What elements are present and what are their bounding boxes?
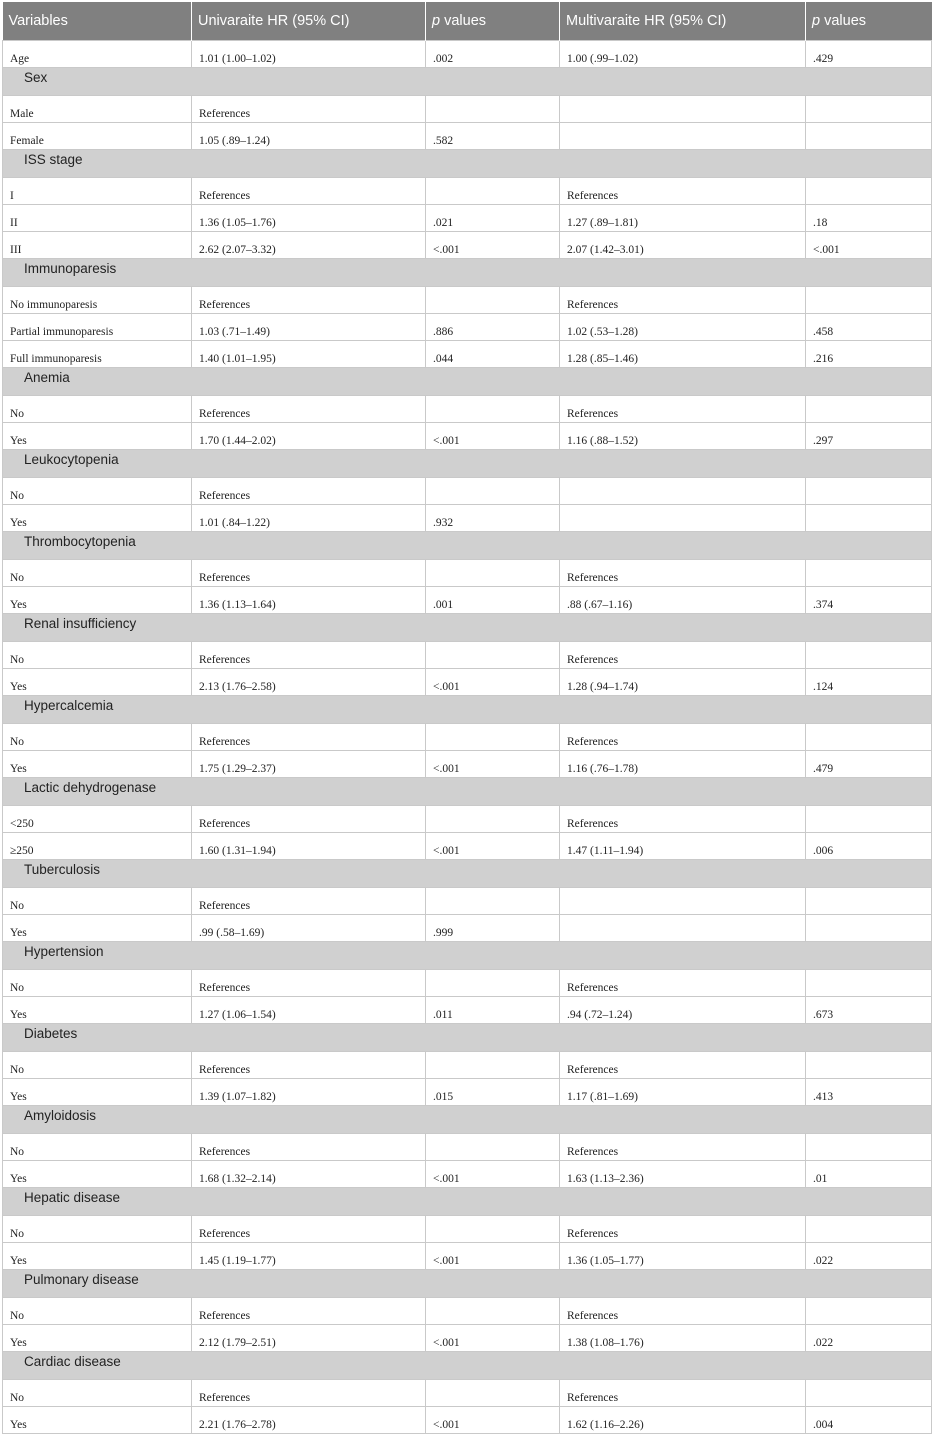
table-row <box>3 1079 932 1106</box>
header-multivariate-hr: Multivaraite HR (95% CI) <box>560 2 806 41</box>
variable-cell: No <box>3 1052 192 1079</box>
multivariate-p-cell <box>806 123 932 150</box>
multivariate-p-cell: .458 <box>806 314 932 341</box>
group-header-row <box>3 532 932 560</box>
multivariate-p-cell <box>806 1134 932 1161</box>
group-label: Hypercalcemia <box>3 696 932 724</box>
multivariate-p-cell <box>806 560 932 587</box>
univariate-hr-cell: 1.01 (.84–1.22) <box>192 505 426 532</box>
group-label: Amyloidosis <box>3 1106 932 1134</box>
table-body <box>3 41 932 1434</box>
variable-cell: No <box>3 1298 192 1325</box>
table-row <box>3 1052 932 1079</box>
univariate-p-cell: .011 <box>426 997 560 1024</box>
table-row <box>3 833 932 860</box>
table-row <box>3 1298 932 1325</box>
multivariate-hr-cell: References <box>560 287 806 314</box>
univariate-hr-cell: References <box>192 642 426 669</box>
header-univariate-hr: Univaraite HR (95% CI) <box>192 2 426 41</box>
univariate-p-cell: .002 <box>426 41 560 68</box>
univariate-hr-cell: References <box>192 478 426 505</box>
multivariate-hr-cell: 1.28 (.94–1.74) <box>560 669 806 696</box>
univariate-hr-cell: References <box>192 396 426 423</box>
univariate-hr-cell: 1.75 (1.29–2.37) <box>192 751 426 778</box>
multivariate-hr-cell: References <box>560 642 806 669</box>
univariate-p-cell <box>426 1298 560 1325</box>
variable-cell: Yes <box>3 915 192 942</box>
multivariate-p-cell <box>806 287 932 314</box>
group-header-row <box>3 1024 932 1052</box>
univariate-p-cell <box>426 178 560 205</box>
table-row <box>3 341 932 368</box>
variable-cell: II <box>3 205 192 232</box>
multivariate-p-cell: .479 <box>806 751 932 778</box>
p-prefix: p <box>812 13 821 29</box>
multivariate-hr-cell: 1.00 (.99–1.02) <box>560 41 806 68</box>
group-label: ISS stage <box>3 150 932 178</box>
multivariate-p-cell <box>806 970 932 997</box>
univariate-p-cell: <.001 <box>426 232 560 259</box>
univariate-hr-cell: 1.70 (1.44–2.02) <box>192 423 426 450</box>
table-row <box>3 806 932 833</box>
table-row <box>3 560 932 587</box>
univariate-p-cell <box>426 1380 560 1407</box>
group-label: Pulmonary disease <box>3 1270 932 1298</box>
univariate-p-cell: <.001 <box>426 1161 560 1188</box>
multivariate-hr-cell: References <box>560 1216 806 1243</box>
multivariate-hr-cell: 1.16 (.88–1.52) <box>560 423 806 450</box>
variable-cell: No <box>3 1380 192 1407</box>
variable-cell: No <box>3 478 192 505</box>
univariate-p-cell: .044 <box>426 341 560 368</box>
multivariate-hr-cell: References <box>560 396 806 423</box>
multivariate-p-cell <box>806 505 932 532</box>
multivariate-hr-cell: 1.27 (.89–1.81) <box>560 205 806 232</box>
group-label: Cardiac disease <box>3 1352 932 1380</box>
univariate-hr-cell: References <box>192 970 426 997</box>
table-row <box>3 997 932 1024</box>
univariate-p-cell: <.001 <box>426 751 560 778</box>
variable-cell: No <box>3 970 192 997</box>
table-row <box>3 1407 932 1434</box>
multivariate-hr-cell: 1.36 (1.05–1.77) <box>560 1243 806 1270</box>
group-header-row <box>3 942 932 970</box>
multivariate-p-cell: .413 <box>806 1079 932 1106</box>
variable-cell: Yes <box>3 1243 192 1270</box>
univariate-hr-cell: 1.03 (.71–1.49) <box>192 314 426 341</box>
multivariate-hr-cell: References <box>560 560 806 587</box>
group-label: Renal insufficiency <box>3 614 932 642</box>
multivariate-p-cell <box>806 724 932 751</box>
univariate-hr-cell: References <box>192 724 426 751</box>
variable-cell: Yes <box>3 1161 192 1188</box>
group-header-row <box>3 1270 932 1298</box>
variable-cell: I <box>3 178 192 205</box>
multivariate-p-cell: .022 <box>806 1325 932 1352</box>
multivariate-hr-cell: 1.62 (1.16–2.26) <box>560 1407 806 1434</box>
univariate-hr-cell: .99 (.58–1.69) <box>192 915 426 942</box>
table-row <box>3 915 932 942</box>
p-values-label: values <box>444 13 487 29</box>
hazard-ratio-table <box>2 2 932 1434</box>
univariate-hr-cell: References <box>192 1052 426 1079</box>
p-prefix: p <box>432 13 441 29</box>
multivariate-hr-cell <box>560 478 806 505</box>
header-multivariate-p <box>806 2 932 41</box>
variable-cell: No <box>3 1134 192 1161</box>
univariate-hr-cell: 1.39 (1.07–1.82) <box>192 1079 426 1106</box>
multivariate-hr-cell: 1.17 (.81–1.69) <box>560 1079 806 1106</box>
univariate-hr-cell: 1.36 (1.05–1.76) <box>192 205 426 232</box>
multivariate-p-cell <box>806 1380 932 1407</box>
group-label: Anemia <box>3 368 932 396</box>
variable-cell: Yes <box>3 423 192 450</box>
table-row <box>3 396 932 423</box>
group-header-row <box>3 1352 932 1380</box>
multivariate-hr-cell: 1.63 (1.13–2.36) <box>560 1161 806 1188</box>
variable-cell: No <box>3 560 192 587</box>
multivariate-hr-cell: References <box>560 806 806 833</box>
multivariate-hr-cell: 1.38 (1.08–1.76) <box>560 1325 806 1352</box>
table-row <box>3 587 932 614</box>
univariate-p-cell: <.001 <box>426 1243 560 1270</box>
multivariate-hr-cell: 1.02 (.53–1.28) <box>560 314 806 341</box>
multivariate-hr-cell: .88 (.67–1.16) <box>560 587 806 614</box>
table-row <box>3 423 932 450</box>
multivariate-hr-cell <box>560 915 806 942</box>
variable-cell: Yes <box>3 751 192 778</box>
univariate-hr-cell: 1.36 (1.13–1.64) <box>192 587 426 614</box>
variable-cell: Male <box>3 96 192 123</box>
univariate-hr-cell: References <box>192 1216 426 1243</box>
univariate-p-cell <box>426 806 560 833</box>
multivariate-p-cell: .374 <box>806 587 932 614</box>
multivariate-hr-cell <box>560 123 806 150</box>
univariate-hr-cell: References <box>192 1298 426 1325</box>
multivariate-p-cell <box>806 806 932 833</box>
multivariate-hr-cell: 1.28 (.85–1.46) <box>560 341 806 368</box>
table-row <box>3 96 932 123</box>
multivariate-p-cell <box>806 1052 932 1079</box>
variable-cell: ≥250 <box>3 833 192 860</box>
table-row <box>3 642 932 669</box>
group-header-row <box>3 368 932 396</box>
group-label: Hepatic disease <box>3 1188 932 1216</box>
group-label: Diabetes <box>3 1024 932 1052</box>
univariate-hr-cell: References <box>192 1380 426 1407</box>
variable-cell: No <box>3 724 192 751</box>
multivariate-hr-cell: References <box>560 1052 806 1079</box>
variable-cell: Yes <box>3 1079 192 1106</box>
multivariate-p-cell: <.001 <box>806 232 932 259</box>
header-univariate-p <box>426 2 560 41</box>
multivariate-p-cell: .216 <box>806 341 932 368</box>
univariate-p-cell: <.001 <box>426 423 560 450</box>
group-header-row <box>3 68 932 96</box>
group-header-row <box>3 860 932 888</box>
table-row <box>3 123 932 150</box>
univariate-p-cell: <.001 <box>426 1325 560 1352</box>
univariate-p-cell: .999 <box>426 915 560 942</box>
multivariate-hr-cell <box>560 888 806 915</box>
variable-cell: Partial immunoparesis <box>3 314 192 341</box>
table-row <box>3 41 932 68</box>
multivariate-p-cell: .429 <box>806 41 932 68</box>
univariate-hr-cell: 1.68 (1.32–2.14) <box>192 1161 426 1188</box>
univariate-p-cell <box>426 96 560 123</box>
multivariate-p-cell <box>806 178 932 205</box>
multivariate-p-cell: .006 <box>806 833 932 860</box>
table-row <box>3 205 932 232</box>
group-header-row <box>3 696 932 724</box>
univariate-p-cell: .932 <box>426 505 560 532</box>
table-row <box>3 888 932 915</box>
univariate-p-cell <box>426 1052 560 1079</box>
univariate-hr-cell: References <box>192 1134 426 1161</box>
multivariate-p-cell: .18 <box>806 205 932 232</box>
multivariate-p-cell: .022 <box>806 1243 932 1270</box>
univariate-hr-cell: References <box>192 178 426 205</box>
variable-cell: Female <box>3 123 192 150</box>
variable-cell: Yes <box>3 587 192 614</box>
multivariate-hr-cell: References <box>560 178 806 205</box>
group-label: Hypertension <box>3 942 932 970</box>
variable-cell: No <box>3 642 192 669</box>
multivariate-hr-cell: References <box>560 1380 806 1407</box>
table-row <box>3 178 932 205</box>
univariate-p-cell: .021 <box>426 205 560 232</box>
variable-cell: Yes <box>3 669 192 696</box>
multivariate-p-cell <box>806 96 932 123</box>
multivariate-p-cell: .673 <box>806 997 932 1024</box>
univariate-p-cell: .886 <box>426 314 560 341</box>
univariate-p-cell <box>426 287 560 314</box>
univariate-hr-cell: 1.60 (1.31–1.94) <box>192 833 426 860</box>
group-label: Thrombocytopenia <box>3 532 932 560</box>
variable-cell: Full immunoparesis <box>3 341 192 368</box>
univariate-hr-cell: References <box>192 888 426 915</box>
multivariate-hr-cell: References <box>560 1298 806 1325</box>
multivariate-p-cell <box>806 642 932 669</box>
variable-cell: Yes <box>3 1325 192 1352</box>
group-header-row <box>3 1106 932 1134</box>
table-header-row <box>3 2 932 41</box>
univariate-p-cell: <.001 <box>426 669 560 696</box>
univariate-hr-cell: 1.45 (1.19–1.77) <box>192 1243 426 1270</box>
variable-cell: Yes <box>3 1407 192 1434</box>
univariate-p-cell <box>426 396 560 423</box>
variable-cell: III <box>3 232 192 259</box>
univariate-p-cell: <.001 <box>426 1407 560 1434</box>
group-label: Leukocytopenia <box>3 450 932 478</box>
multivariate-hr-cell: References <box>560 1134 806 1161</box>
univariate-hr-cell: 2.13 (1.76–2.58) <box>192 669 426 696</box>
univariate-hr-cell: 1.01 (1.00–1.02) <box>192 41 426 68</box>
univariate-hr-cell: 1.40 (1.01–1.95) <box>192 341 426 368</box>
univariate-p-cell <box>426 642 560 669</box>
table-row <box>3 478 932 505</box>
multivariate-hr-cell: 1.16 (.76–1.78) <box>560 751 806 778</box>
univariate-p-cell <box>426 478 560 505</box>
variable-cell: Yes <box>3 505 192 532</box>
univariate-p-cell: <.001 <box>426 833 560 860</box>
multivariate-p-cell: .297 <box>806 423 932 450</box>
multivariate-hr-cell: 2.07 (1.42–3.01) <box>560 232 806 259</box>
group-header-row <box>3 614 932 642</box>
table-row <box>3 232 932 259</box>
table-row <box>3 505 932 532</box>
multivariate-hr-cell: 1.47 (1.11–1.94) <box>560 833 806 860</box>
univariate-p-cell: .001 <box>426 587 560 614</box>
multivariate-p-cell <box>806 888 932 915</box>
variable-cell: Yes <box>3 997 192 1024</box>
table-row <box>3 724 932 751</box>
variable-cell: Age <box>3 41 192 68</box>
variable-cell: No immunoparesis <box>3 287 192 314</box>
group-header-row <box>3 259 932 287</box>
univariate-hr-cell: 2.12 (1.79–2.51) <box>192 1325 426 1352</box>
univariate-hr-cell: References <box>192 806 426 833</box>
univariate-p-cell <box>426 724 560 751</box>
univariate-hr-cell: References <box>192 287 426 314</box>
table-row <box>3 287 932 314</box>
univariate-p-cell <box>426 970 560 997</box>
univariate-p-cell: .015 <box>426 1079 560 1106</box>
variable-cell: No <box>3 888 192 915</box>
group-header-row <box>3 778 932 806</box>
multivariate-hr-cell: References <box>560 724 806 751</box>
variable-cell: No <box>3 1216 192 1243</box>
multivariate-p-cell <box>806 1298 932 1325</box>
univariate-p-cell <box>426 1134 560 1161</box>
table-row <box>3 970 932 997</box>
multivariate-p-cell <box>806 1216 932 1243</box>
group-label: Lactic dehydrogenase <box>3 778 932 806</box>
multivariate-hr-cell: References <box>560 970 806 997</box>
multivariate-p-cell: .124 <box>806 669 932 696</box>
univariate-p-cell: .582 <box>426 123 560 150</box>
multivariate-p-cell <box>806 396 932 423</box>
group-label: Tuberculosis <box>3 860 932 888</box>
multivariate-hr-cell <box>560 96 806 123</box>
variable-cell: No <box>3 396 192 423</box>
header-variables: Variables <box>3 2 192 41</box>
group-header-row <box>3 450 932 478</box>
table-row <box>3 1134 932 1161</box>
univariate-hr-cell: 1.27 (1.06–1.54) <box>192 997 426 1024</box>
multivariate-hr-cell: .94 (.72–1.24) <box>560 997 806 1024</box>
variable-cell: <250 <box>3 806 192 833</box>
multivariate-hr-cell <box>560 505 806 532</box>
table-row <box>3 1161 932 1188</box>
table-row <box>3 314 932 341</box>
univariate-hr-cell: References <box>192 560 426 587</box>
multivariate-p-cell <box>806 478 932 505</box>
univariate-hr-cell: 1.05 (.89–1.24) <box>192 123 426 150</box>
univariate-hr-cell: References <box>192 96 426 123</box>
univariate-hr-cell: 2.21 (1.76–2.78) <box>192 1407 426 1434</box>
p-values-label: values <box>824 13 867 29</box>
table-row <box>3 751 932 778</box>
table-row <box>3 669 932 696</box>
group-header-row <box>3 1188 932 1216</box>
univariate-hr-cell: 2.62 (2.07–3.32) <box>192 232 426 259</box>
group-label: Sex <box>3 68 932 96</box>
univariate-p-cell <box>426 560 560 587</box>
multivariate-p-cell: .01 <box>806 1161 932 1188</box>
table-row <box>3 1380 932 1407</box>
multivariate-p-cell <box>806 915 932 942</box>
multivariate-p-cell: .004 <box>806 1407 932 1434</box>
table-row <box>3 1243 932 1270</box>
univariate-p-cell <box>426 1216 560 1243</box>
table-row <box>3 1325 932 1352</box>
group-header-row <box>3 150 932 178</box>
table-row <box>3 1216 932 1243</box>
group-label: Immunoparesis <box>3 259 932 287</box>
univariate-p-cell <box>426 888 560 915</box>
